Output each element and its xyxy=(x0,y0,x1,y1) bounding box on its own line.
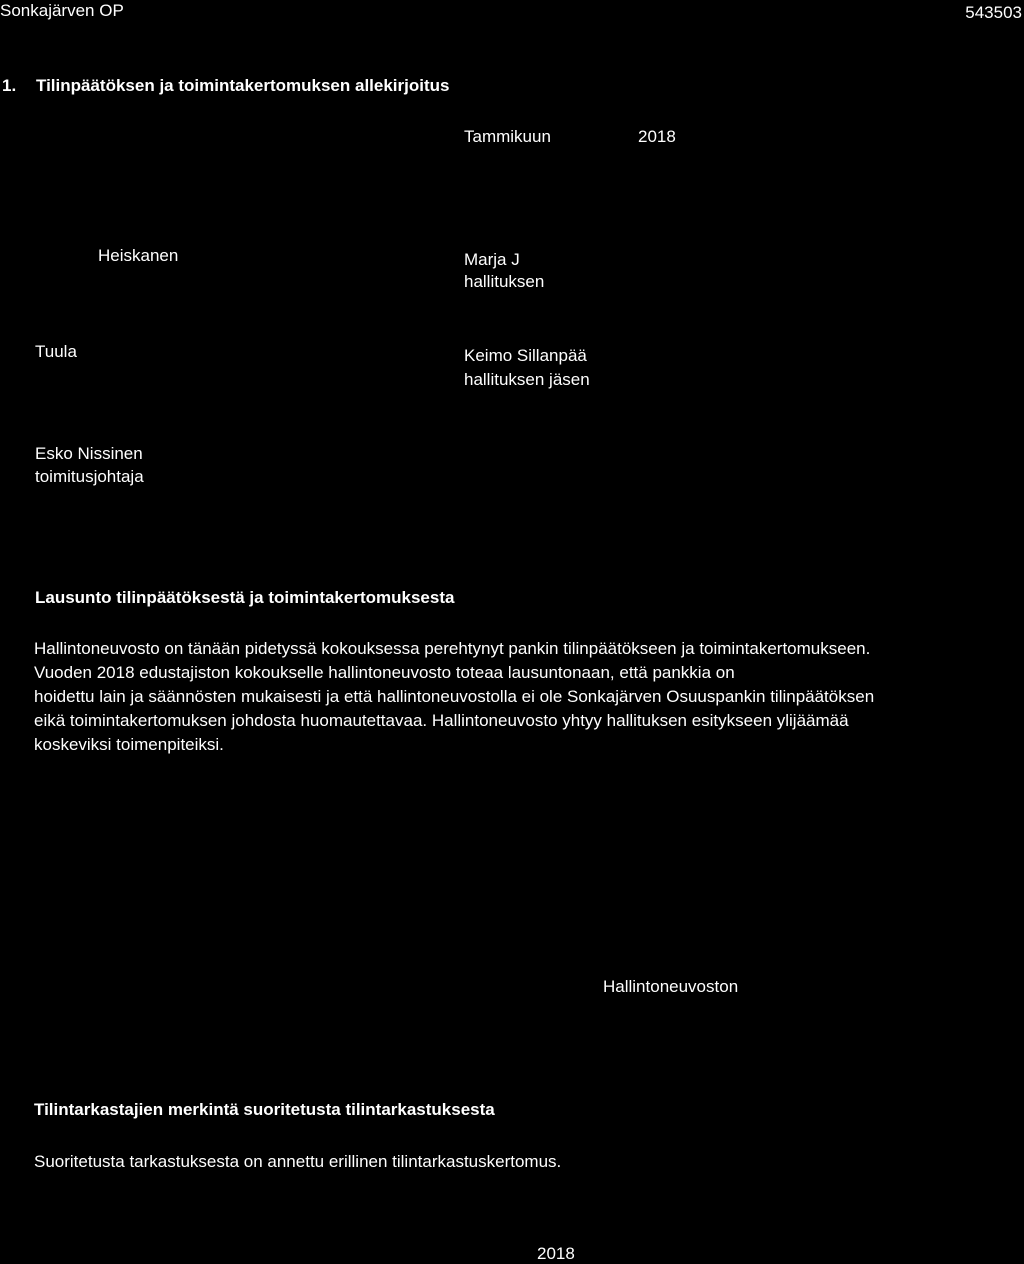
signature-name: Esko Nissinen xyxy=(35,444,143,463)
statement-title: Lausunto tilinpäätöksestä ja toimintakertomuksesta xyxy=(35,588,455,607)
signature-name: Keimo Sillanpää xyxy=(464,346,587,365)
statement-line: koskeviksi toimenpiteiksi. xyxy=(34,735,224,754)
audit-year: 2018 xyxy=(537,1244,575,1263)
date-month: Tammikuun xyxy=(464,127,551,146)
signature-role: hallituksen xyxy=(464,272,545,291)
audit-text: Suoritetusta tarkastuksesta on annettu erillinen tilintarkastuskertomus. xyxy=(34,1152,562,1171)
statement-line: hoidettu lain ja säännösten mukaisesti ja että hallintoneuvostolla ei ole Sonkajärven Osuuspankin tilinpäätöksen xyxy=(34,687,875,706)
signature-name: Heiskanen xyxy=(98,246,179,265)
signature-name: Marja J xyxy=(464,250,520,269)
organization-name: Sonkajärven OP xyxy=(0,1,124,20)
statement-signer: Hallintoneuvoston xyxy=(603,977,739,996)
statement-line: eikä toimintakertomuksen johdosta huomautettavaa. Hallintoneuvosto yhtyy hallituksen esitykseen ylijäämää xyxy=(34,711,849,730)
signature-name: Tuula xyxy=(35,342,77,361)
date-year: 2018 xyxy=(638,127,676,146)
statement-line: Hallintoneuvosto on tänään pidetyssä kokouksessa perehtynyt pankin tilinpäätökseen ja toimintakertomukseen. xyxy=(34,639,871,658)
section-number: 1. xyxy=(2,76,17,95)
organization-number: 543503 xyxy=(965,3,1022,22)
statement-line: Vuoden 2018 edustajiston kokoukselle hallintoneuvosto toteaa lausuntonaan, että pankkia on xyxy=(34,663,735,682)
signature-role: hallituksen jäsen xyxy=(464,370,590,389)
audit-title: Tilintarkastajien merkintä suoritetusta tilintarkastuksesta xyxy=(34,1100,495,1119)
statement-paragraph xyxy=(34,637,994,757)
section-title: Tilinpäätöksen ja toimintakertomuksen allekirjoitus xyxy=(36,76,450,95)
signature-role: toimitusjohtaja xyxy=(35,467,144,486)
